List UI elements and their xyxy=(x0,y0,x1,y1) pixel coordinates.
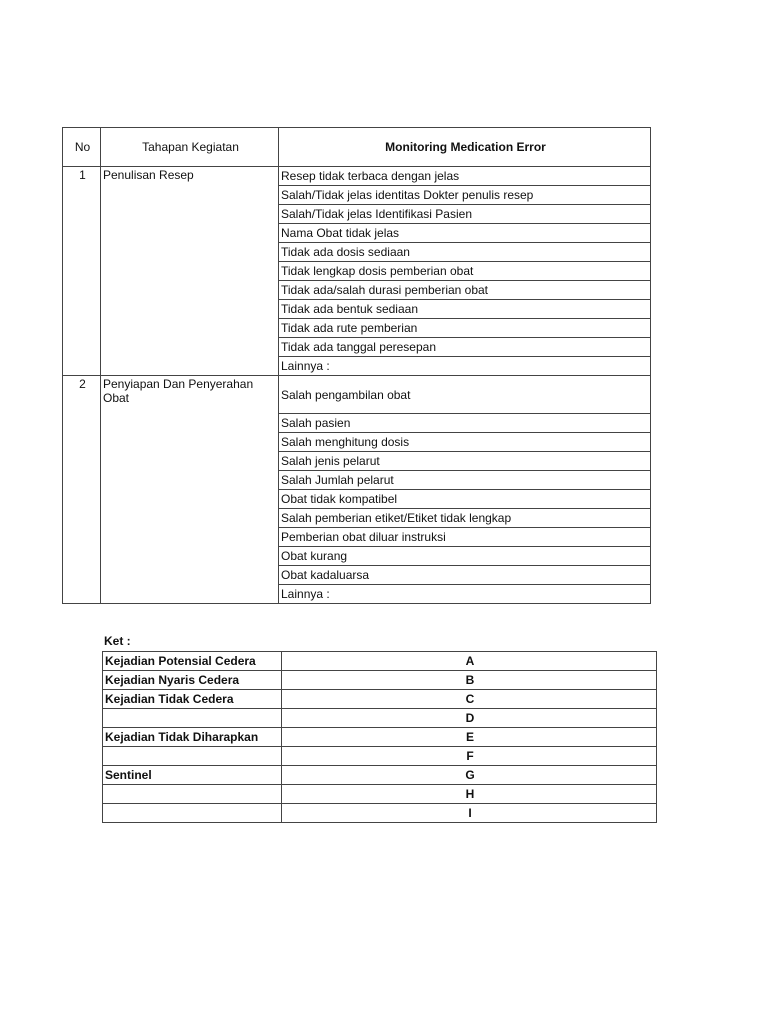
legend-label: Kejadian Tidak Diharapkan xyxy=(103,728,282,747)
legend-row xyxy=(103,690,657,709)
section-number: 2 xyxy=(63,376,101,604)
legend-code: H xyxy=(282,785,657,804)
header-monitoring: Monitoring Medication Error xyxy=(279,128,651,167)
legend-row xyxy=(103,804,657,823)
legend-row xyxy=(103,728,657,747)
legend-label: Kejadian Tidak Cedera xyxy=(103,690,282,709)
legend-row xyxy=(103,709,657,728)
error-item: Tidak ada bentuk sediaan xyxy=(279,300,651,319)
section-stage: Penulisan Resep xyxy=(101,167,279,376)
error-item: Salah menghitung dosis xyxy=(279,433,651,452)
error-item: Nama Obat tidak jelas xyxy=(279,224,651,243)
legend-title: Ket : xyxy=(104,634,131,648)
error-item: Tidak ada/salah durasi pemberian obat xyxy=(279,281,651,300)
legend-code: B xyxy=(282,671,657,690)
error-item: Tidak ada dosis sediaan xyxy=(279,243,651,262)
medication-error-table xyxy=(62,127,651,604)
legend-row xyxy=(103,785,657,804)
legend-code: G xyxy=(282,766,657,785)
error-item: Lainnya : xyxy=(279,357,651,376)
error-item: Tidak lengkap dosis pemberian obat xyxy=(279,262,651,281)
legend-row xyxy=(103,652,657,671)
error-item: Obat kadaluarsa xyxy=(279,566,651,585)
table-row xyxy=(63,376,651,414)
section-number: 1 xyxy=(63,167,101,376)
error-item: Obat tidak kompatibel xyxy=(279,490,651,509)
error-item: Tidak ada tanggal peresepan xyxy=(279,338,651,357)
error-item: Lainnya : xyxy=(279,585,651,604)
error-item: Pemberian obat diluar instruksi xyxy=(279,528,651,547)
error-item: Salah pasien xyxy=(279,414,651,433)
error-item: Salah pengambilan obat xyxy=(279,376,651,414)
legend-table xyxy=(102,651,657,823)
legend-code: I xyxy=(282,804,657,823)
legend-row xyxy=(103,747,657,766)
legend-code: A xyxy=(282,652,657,671)
legend-label xyxy=(103,747,282,766)
legend-row xyxy=(103,766,657,785)
legend-label: Kejadian Nyaris Cedera xyxy=(103,671,282,690)
error-item: Resep tidak terbaca dengan jelas xyxy=(279,167,651,186)
legend-code: F xyxy=(282,747,657,766)
legend-label xyxy=(103,709,282,728)
table-row xyxy=(63,167,651,186)
legend-code: C xyxy=(282,690,657,709)
error-item: Tidak ada rute pemberian xyxy=(279,319,651,338)
error-item: Salah jenis pelarut xyxy=(279,452,651,471)
legend-label xyxy=(103,804,282,823)
legend-code: E xyxy=(282,728,657,747)
legend-code: D xyxy=(282,709,657,728)
header-no: No xyxy=(63,128,101,167)
error-item: Salah pemberian etiket/Etiket tidak lengkap xyxy=(279,509,651,528)
error-item: Salah/Tidak jelas identitas Dokter penulis resep xyxy=(279,186,651,205)
legend-row xyxy=(103,671,657,690)
header-stage: Tahapan Kegiatan xyxy=(101,128,279,167)
error-item: Obat kurang xyxy=(279,547,651,566)
legend-label: Kejadian Potensial Cedera xyxy=(103,652,282,671)
section-stage: Penyiapan Dan Penyerahan Obat xyxy=(101,376,279,604)
error-item: Salah/Tidak jelas Identifikasi Pasien xyxy=(279,205,651,224)
header-row xyxy=(63,128,651,167)
error-item: Salah Jumlah pelarut xyxy=(279,471,651,490)
legend-label xyxy=(103,785,282,804)
legend-label: Sentinel xyxy=(103,766,282,785)
